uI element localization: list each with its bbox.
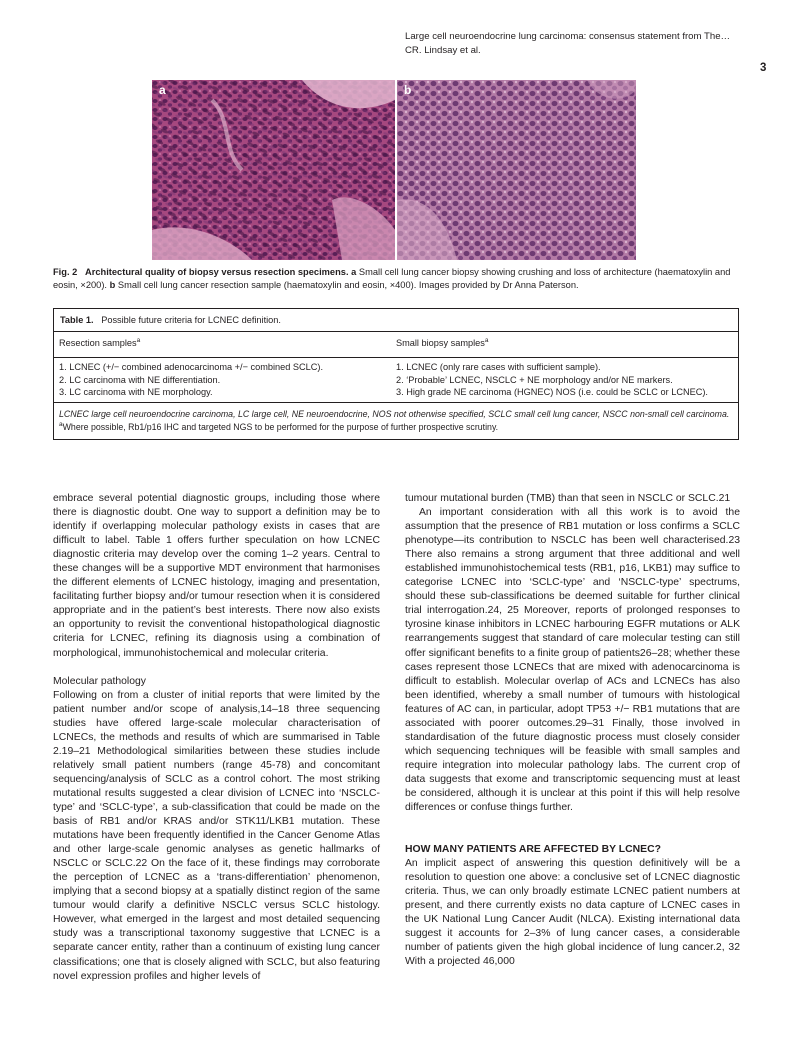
table-cell: 2. ‘Probable’ LCNEC, NSCLC + NE morphology and/or NE markers.	[396, 374, 673, 385]
table-body-row	[54, 358, 738, 403]
paragraph-4: An important consideration with all this work is to avoid the assumption that the presence of RB1 mutation or loss confirms a SCLC phenotype—its contribution to NSCLC has been well characterised.23 There also remains a strong argument that three additional and well established immunohistochemical tests (RB1, p16, LKB1) may suffice to categorise LCNEC into ‘SCLC-type’ and ‘NSCLC-type’ spectrums, should these sub-classifications be deemed suitable for further clinical trial interrogation.24, 25 Moreover, reports of prolonged responses to tyrosine kinase inhibitors in LCNEC harbouring EGFR mutations or ALK rearrangements suggest that standard of care molecular testing can still offer significant benefits to a finite group of patients26–28; whether these cases represent those LCNECs that are mixed with adenocarcinoma is difficult to establish. Molecular overlap of ACs and LCNECs has also been identified, whereby a small number of tumours with histological features of AC can, in particular, adopt TP53 +/− RB1 mutations that are associated with poorer outcomes.29–31 Finally, those involved in standardisation of the future diagnostic process must closely consider which sequencing techniques will be feasible with small samples and require integration into molecular pathology labs. The current crop of data suggests that exome and transcriptomic sequencing must at least be considered, although it is unclear at this point if this will help resolve differences or confuse things further.	[405, 507, 740, 814]
running-title: Large cell neuroendocrine lung carcinoma: consensus statement from The…	[405, 31, 731, 42]
page-number: 3	[760, 62, 767, 74]
caption-a-text: Small cell lung cancer biopsy showing crushing and loss of architecture (haematoxylin and eosin, ×200).	[53, 267, 731, 290]
col1-header-sup: a	[136, 336, 141, 344]
table-cell: 1. LCNEC (+/− combined adenocarcinoma +/− combined SCLC).	[59, 362, 324, 372]
paragraph-2: Following on from a cluster of initial reports that were limited by the patient number and/or scope of analysis,14–18 three sequencing studies have offered large-scale molecular characterisation of LCNECs, the methods and results of which are summarised in Table 2.19–21 Methodological similarities between these studies include relatively small patient numbers (range 45-78) and concomitant sequencing/analysis of SCLC as a control cohort. The most striking mutational results suggested a clear division of LCNEC into ‘NSCLC-type’ and ‘SCLC-type’, a sub-classification that could be made on the basis of RB1 and/or KRAS and/or STK11/LKB1 mutation. These mutations have been frequently identified in the Cancer Genome Atlas and other large-scale genomic analyses as genetic hallmarks of NSCLC or SCLC.22 On the face of it, these findings may corroborate the perception of LCNEC as a ‘trans-differentiation’ phenomenon, implying that a second biopsy at a spatially distinct region of the same tumour would clarify a definitive NSCLC versus SCLC histology. However, what emerged in the largest and most detailed sequencing study was a transcriptional taxonomy suggestive that LCNEC is a separate cancer entity, rather than a continuum of existing lung cancer classifications; one that is closely aligned with SCLC, but also featuring novel expression profiles and higher levels of	[53, 689, 380, 982]
right-column	[405, 492, 740, 970]
table-cell: 3. LC carcinoma with NE morphology.	[59, 387, 213, 397]
histology-image-a	[152, 80, 395, 260]
table-footnote-abbrev: LCNEC large cell neuroendocrine carcinoma, LC large cell, NE neuroendocrine, NOS not otherwise specified, SCLC small cell lung cancer, NSCC non-small cell carcinoma.	[59, 409, 730, 419]
section-heading-molecular-pathology: Molecular pathology	[53, 675, 146, 687]
table-col2-header	[396, 338, 738, 348]
col2-header-text: Small biopsy samples	[396, 338, 485, 348]
caption-b-text: Small cell lung cancer resection sample (haematoxylin and eosin, ×400). Images provided by Dr Anna Paterson.	[117, 279, 579, 290]
paragraph-5: An implicit aspect of answering this question definitively will be a resolution to question one above: a conclusive set of LCNEC diagnostic criteria. Thus, we can only broadly estimate LCNEC patient numbers at present, and there currently exists no data capture of LCNEC cases in the UK National Lung Cancer Audit (NLCA). Existing international data suggest it accounts for 2–3% of lung cancer cases, a considerable number of patients given the high global incidence of lung cancer.2, 32 With a projected 46,000	[405, 858, 740, 968]
footnote-marker: a	[59, 420, 63, 428]
table-cell: 2. LC carcinoma with NE differentiation.	[59, 374, 221, 385]
running-header	[405, 30, 765, 58]
col2-header-sup: a	[484, 336, 489, 344]
running-authors: CR. Lindsay et al.	[405, 45, 481, 56]
caption-label: Fig. 2	[53, 267, 78, 277]
table-1	[53, 308, 739, 440]
table-footnote-a	[59, 421, 733, 434]
caption-b-letter: b	[109, 279, 116, 290]
table-col2-cell	[396, 361, 738, 399]
table-title-row	[54, 309, 738, 332]
table-cell: 1. LCNEC (only rare cases with sufficient sample).	[396, 362, 601, 372]
panel-letter-a: a	[159, 83, 166, 97]
caption-title: Architectural quality of biopsy versus resection specimens.	[85, 267, 349, 277]
caption-a-letter: a	[351, 267, 357, 277]
figure-panel-a	[152, 80, 395, 260]
table-header-row	[54, 332, 738, 358]
paragraph-3: tumour mutational burden (TMB) than that seen in NSCLC or SCLC.21	[405, 493, 731, 504]
section-heading-patients: HOW MANY PATIENTS ARE AFFECTED BY LCNEC?	[405, 844, 661, 856]
figure-caption	[53, 266, 748, 291]
table-title: Possible future criteria for LCNEC definition.	[101, 315, 281, 325]
histology-image-b	[397, 80, 636, 260]
footnote-a-text: Where possible, Rb1/p16 IHC and targeted NGS to be performed for the purpose of further prospective scrutiny.	[62, 421, 499, 432]
left-column	[53, 492, 380, 984]
table-col1-cell	[59, 361, 389, 399]
paragraph-1: embrace several potential diagnostic groups, including those where there is diagnostic doubt. One way to support a definition may be to identify if overlapping molecular pathology exists in cases that are difficult to label. Table 1 offers further speculation on how LCNEC diagnostic criteria may develop over the coming 1–2 years. Central to these changes will be a supportive MDT environment that harmonises the different elements of LCNEC histology, imaging and presentation, facilitating further biopsy and/or tumour resection when it is considered appropriate and in the patient’s best interests. There now also exists an opportunity to revisit the conventional histopathological diagnostic criteria for LCNEC, refining its diagnosis using a combination of morphological, immunohistochemical and molecular criteria.	[53, 493, 380, 659]
table-label: Table 1.	[60, 315, 94, 325]
panel-letter-b: b	[404, 83, 412, 97]
table-cell: 3. High grade NE carcinoma (HGNEC) NOS (i.e. could be SCLC or LCNEC).	[396, 387, 708, 397]
table-col1-header	[59, 338, 389, 348]
col1-header-text: Resection samples	[59, 338, 137, 348]
figure-panel-b	[397, 80, 636, 260]
table-footnote	[54, 403, 738, 439]
